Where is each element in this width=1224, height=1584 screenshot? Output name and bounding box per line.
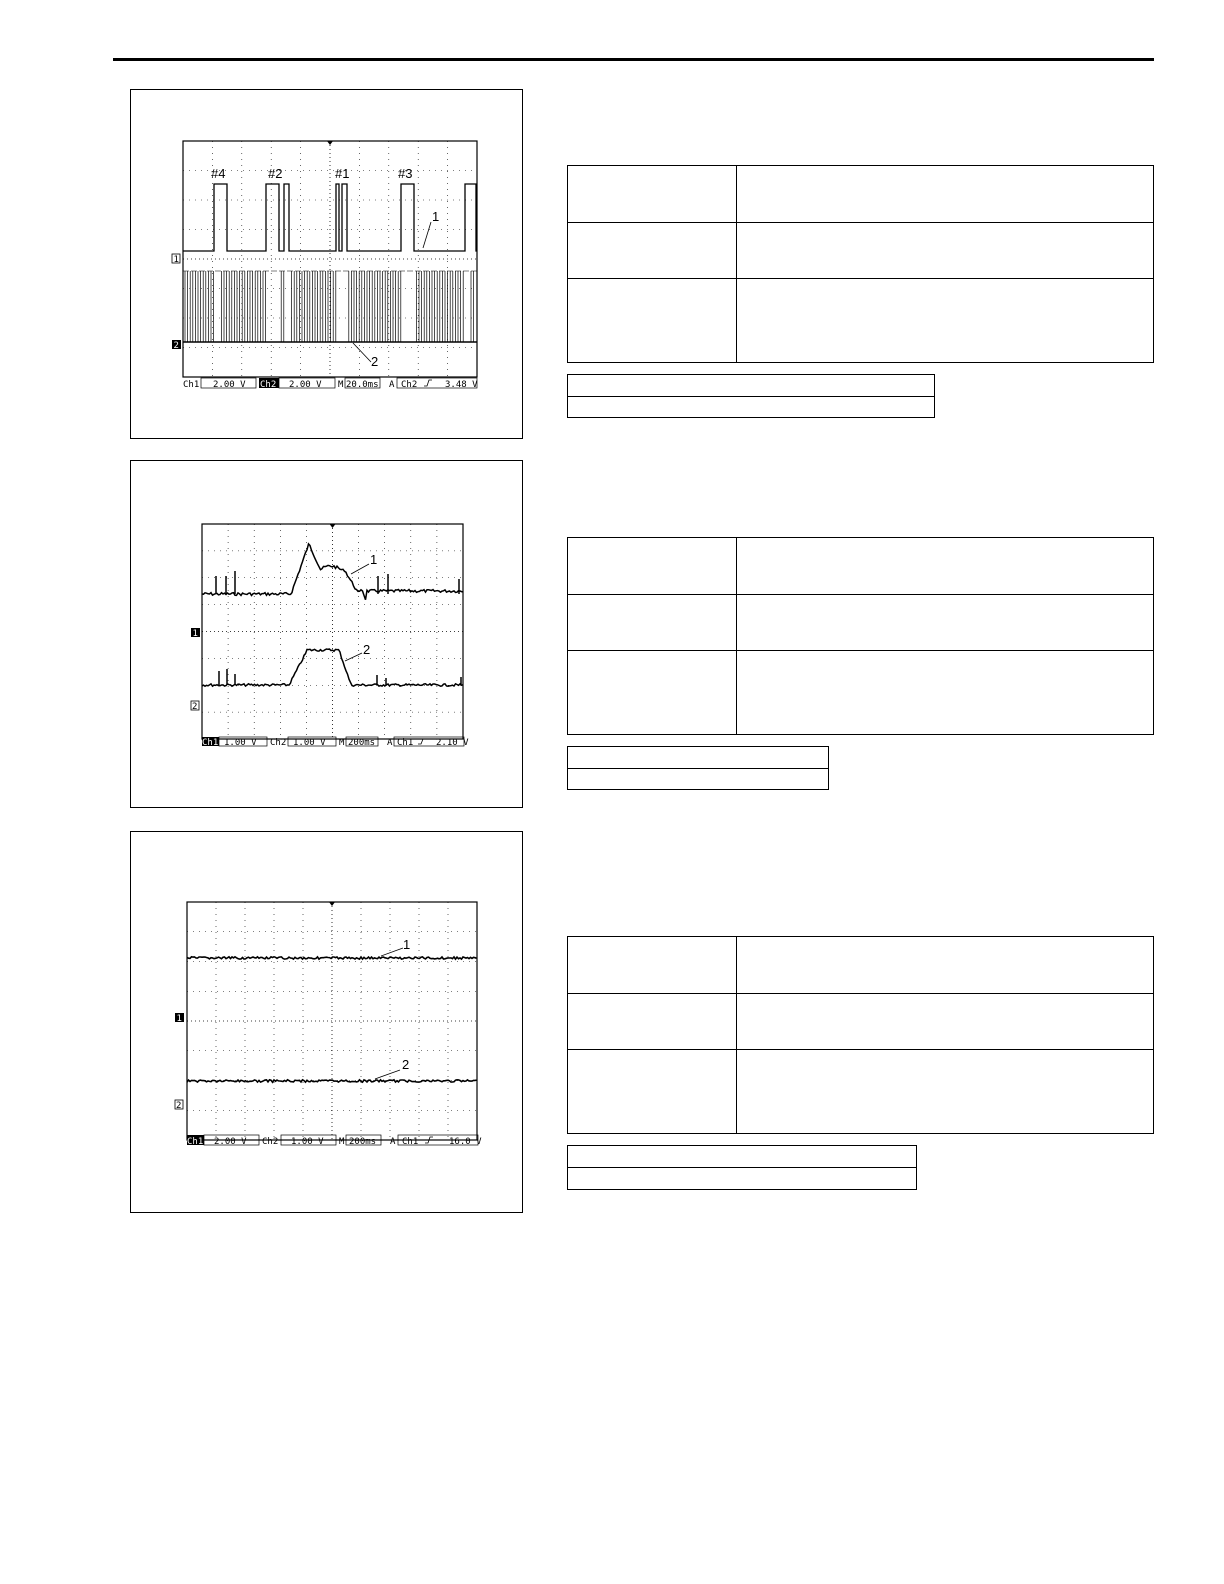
callout-1: 1 (403, 937, 411, 952)
callout-leader-1 (423, 222, 431, 248)
svg-text:20.0ms: 20.0ms (346, 380, 379, 390)
svg-text:2.00 V: 2.00 V (213, 380, 246, 390)
svg-text:200ms: 200ms (348, 738, 376, 748)
ch1-marker-label: 1 (176, 1014, 182, 1024)
grid-2 (202, 524, 463, 739)
callout-leader-2 (375, 1070, 400, 1079)
spec-table-2-row-3 (568, 650, 1153, 735)
callout-leader-2 (353, 343, 371, 362)
svg-text:M: M (339, 1137, 345, 1147)
svg-text:M: M (338, 380, 344, 390)
cylinder-label-3: #3 (398, 166, 413, 181)
svg-text:3.48 V: 3.48 V (445, 380, 478, 390)
spec-table-2 (567, 537, 1154, 735)
spec-table-1-row-2 (568, 222, 1153, 279)
oscilloscope-figure-1 (130, 89, 523, 439)
status-bar-3 (187, 1135, 482, 1147)
svg-text:1.00 V: 1.00 V (224, 738, 257, 748)
svg-text:M: M (339, 738, 345, 748)
svg-text:Ch2: Ch2 (401, 380, 418, 390)
callout-leader-1 (381, 948, 403, 956)
svg-text:Ch2: Ch2 (270, 738, 287, 748)
svg-text:A: A (389, 380, 395, 390)
spec-table-3 (567, 936, 1154, 1134)
grid-3 (187, 902, 477, 1140)
svg-text:200ms: 200ms (349, 1137, 377, 1147)
callout-leader-2 (345, 653, 362, 661)
note-box-3-divider (568, 1167, 916, 1168)
spec-table-2-row-2 (568, 594, 1153, 651)
svg-text:2.00 V: 2.00 V (289, 380, 322, 390)
ch2-marker-label: 2 (173, 341, 179, 351)
svg-text:Ch1: Ch1 (402, 1137, 419, 1147)
cylinder-label-2: #2 (268, 166, 283, 181)
svg-text:Ch1: Ch1 (202, 738, 219, 748)
callout-1: 1 (432, 209, 440, 224)
note-box-1-divider (568, 396, 934, 397)
callout-1: 1 (370, 552, 378, 567)
header-rule (113, 58, 1154, 61)
svg-text:A: A (387, 738, 393, 748)
spec-table-1-row-1 (568, 166, 1153, 222)
svg-text:Ch2: Ch2 (262, 1137, 279, 1147)
svg-text:Ch2: Ch2 (260, 380, 277, 390)
callout-leader-1 (351, 564, 369, 574)
svg-text:Ch1: Ch1 (187, 1137, 204, 1147)
status-bar-1 (183, 378, 478, 390)
note-box-2 (567, 746, 829, 790)
spec-table-3-row-1 (568, 937, 1153, 993)
note-box-3 (567, 1145, 917, 1190)
spec-table-1 (567, 165, 1154, 363)
svg-text:Ch1: Ch1 (183, 380, 200, 390)
spec-table-3-row-2 (568, 993, 1153, 1050)
spec-table-1-row-3 (568, 278, 1153, 363)
callout-2: 2 (371, 354, 379, 369)
ch1-marker-label: 1 (173, 255, 179, 265)
cylinder-label-1: #1 (335, 166, 350, 181)
cylinder-label-4: #4 (211, 166, 226, 181)
note-box-2-divider (568, 768, 828, 769)
oscilloscope-figure-2 (130, 460, 523, 808)
svg-text:2.00 V: 2.00 V (214, 1137, 247, 1147)
callout-2: 2 (363, 642, 371, 657)
note-box-1 (567, 374, 935, 418)
ch2-marker-label: 2 (176, 1101, 182, 1111)
svg-text:2.10 V: 2.10 V (436, 738, 469, 748)
ch2-marker-label: 2 (192, 702, 198, 712)
scope-screen-2 (131, 461, 524, 809)
oscilloscope-figure-3 (130, 831, 523, 1213)
ch1-marker-label: 1 (192, 629, 198, 639)
callout-2: 2 (402, 1057, 410, 1072)
svg-text:Ch1: Ch1 (397, 738, 414, 748)
scope-screen-3 (131, 832, 524, 1214)
scope-screen-1 (131, 90, 524, 440)
waveform-ch2 (187, 1080, 477, 1082)
spec-table-3-row-3 (568, 1049, 1153, 1134)
svg-text:16.0 V: 16.0 V (449, 1137, 482, 1147)
svg-text:1.00 V: 1.00 V (291, 1137, 324, 1147)
svg-text:A: A (390, 1137, 396, 1147)
svg-text:1.00 V: 1.00 V (293, 738, 326, 748)
spec-table-2-row-1 (568, 538, 1153, 594)
